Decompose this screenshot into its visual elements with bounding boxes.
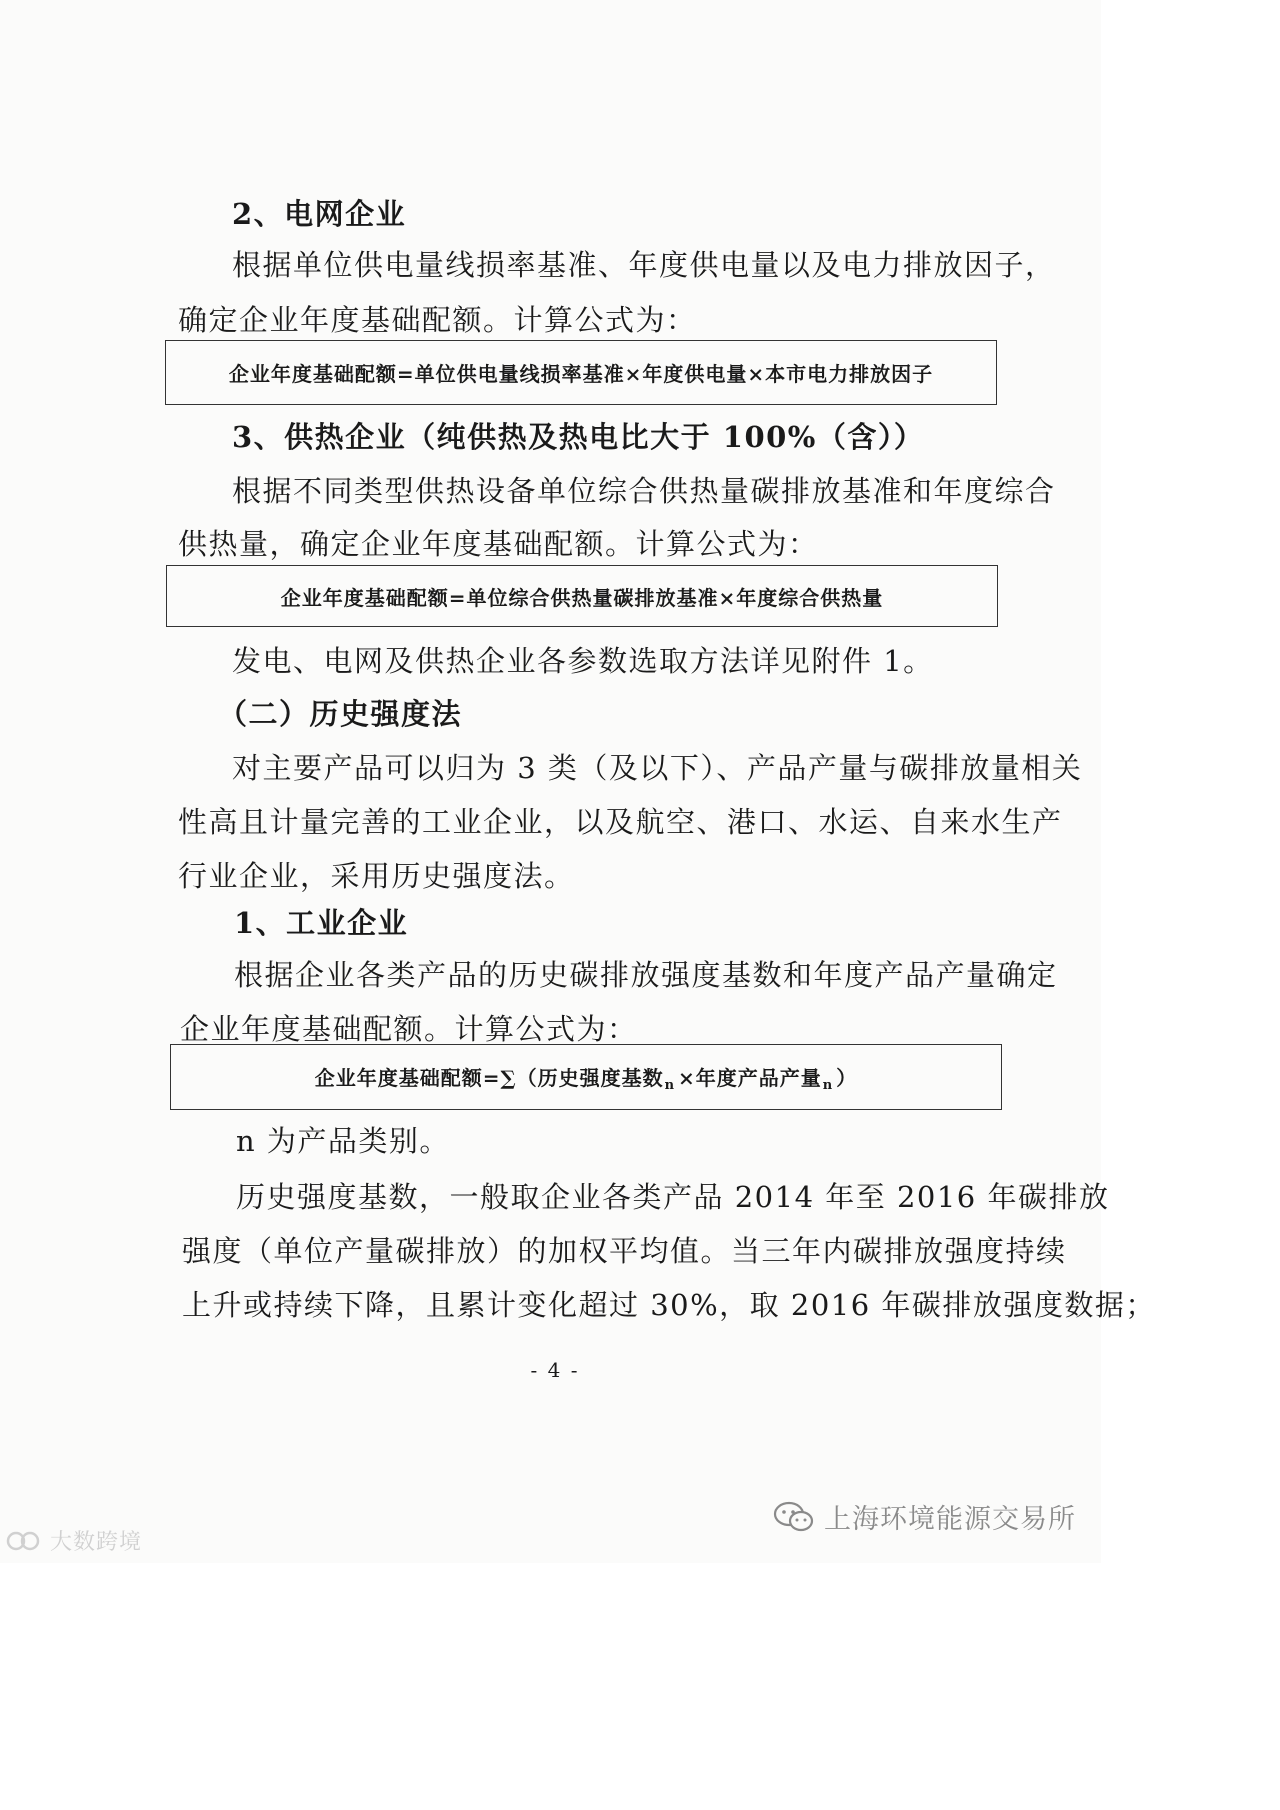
formula-text: 企业年度基础配额=∑（历史强度基数$_n$ ×年度产品产量$_n$ ） <box>314 1065 858 1093</box>
watermark-right-text: 上海环境能源交易所 <box>824 1504 1076 1535</box>
section-heading-history: （二）历史强度法 <box>218 697 463 731</box>
watermark-left-text: 大数跨境 <box>50 1530 143 1555</box>
watermark-left <box>6 1525 142 1556</box>
page-number: - 4 - <box>530 1358 580 1382</box>
formula-text: 企业年度基础配额=单位综合供热量碳排放基准×年度综合供热量 <box>280 585 884 610</box>
paragraph-line: n 为产品类别。 <box>236 1124 450 1158</box>
section-heading-heat: 3、供热企业（纯供热及热电比大于 100%（含）） <box>232 420 925 454</box>
paragraph-line: 供热量，确定企业年度基础配额。计算公式为： <box>178 527 819 561</box>
paragraph-line: 行业企业，采用历史强度法。 <box>178 859 575 893</box>
brand-logo-icon <box>6 1527 42 1555</box>
wechat-icon <box>772 1500 816 1534</box>
subscript-n: n <box>822 1077 834 1093</box>
formula-box-heat <box>166 565 998 627</box>
paragraph-line: 发电、电网及供热企业各参数选取方法详见附件 1。 <box>232 644 934 678</box>
paragraph-line: 对主要产品可以归为 3 类（及以下）、产品产量与碳排放量相关 <box>232 751 1083 785</box>
watermark-right <box>772 1497 1076 1536</box>
formula-box-industry <box>170 1044 1002 1110</box>
paragraph-line: 历史强度基数，一般取企业各类产品 2014 年至 2016 年碳排放 <box>236 1180 1110 1214</box>
paragraph-line: 根据企业各类产品的历史碳排放强度基数和年度产品产量确定 <box>234 958 1058 992</box>
paragraph-line: 企业年度基础配额。计算公式为： <box>180 1012 638 1046</box>
section-heading-grid: 2、电网企业 <box>232 197 407 231</box>
paragraph-line: 上升或持续下降，且累计变化超过 30%，取 2016 年碳排放强度数据； <box>182 1288 1156 1322</box>
section-heading-industry: 1、工业企业 <box>234 906 409 940</box>
paragraph-line: 确定企业年度基础配额。计算公式为： <box>178 303 697 337</box>
paragraph-line: 性高且计量完善的工业企业，以及航空、港口、水运、自来水生产 <box>178 805 1063 839</box>
formula-text: 企业年度基础配额=单位供电量线损率基准×年度供电量×本市电力排放因子 <box>228 362 934 386</box>
formula-box-grid <box>165 340 997 405</box>
paragraph-line: 根据单位供电量线损率基准、年度供电量以及电力排放因子， <box>232 248 1056 282</box>
paragraph-line: 根据不同类型供热设备单位综合供热量碳排放基准和年度综合 <box>232 474 1056 508</box>
subscript-n: n <box>664 1077 676 1093</box>
paragraph-line: 强度（单位产量碳排放）的加权平均值。当三年内碳排放强度持续 <box>182 1234 1067 1268</box>
